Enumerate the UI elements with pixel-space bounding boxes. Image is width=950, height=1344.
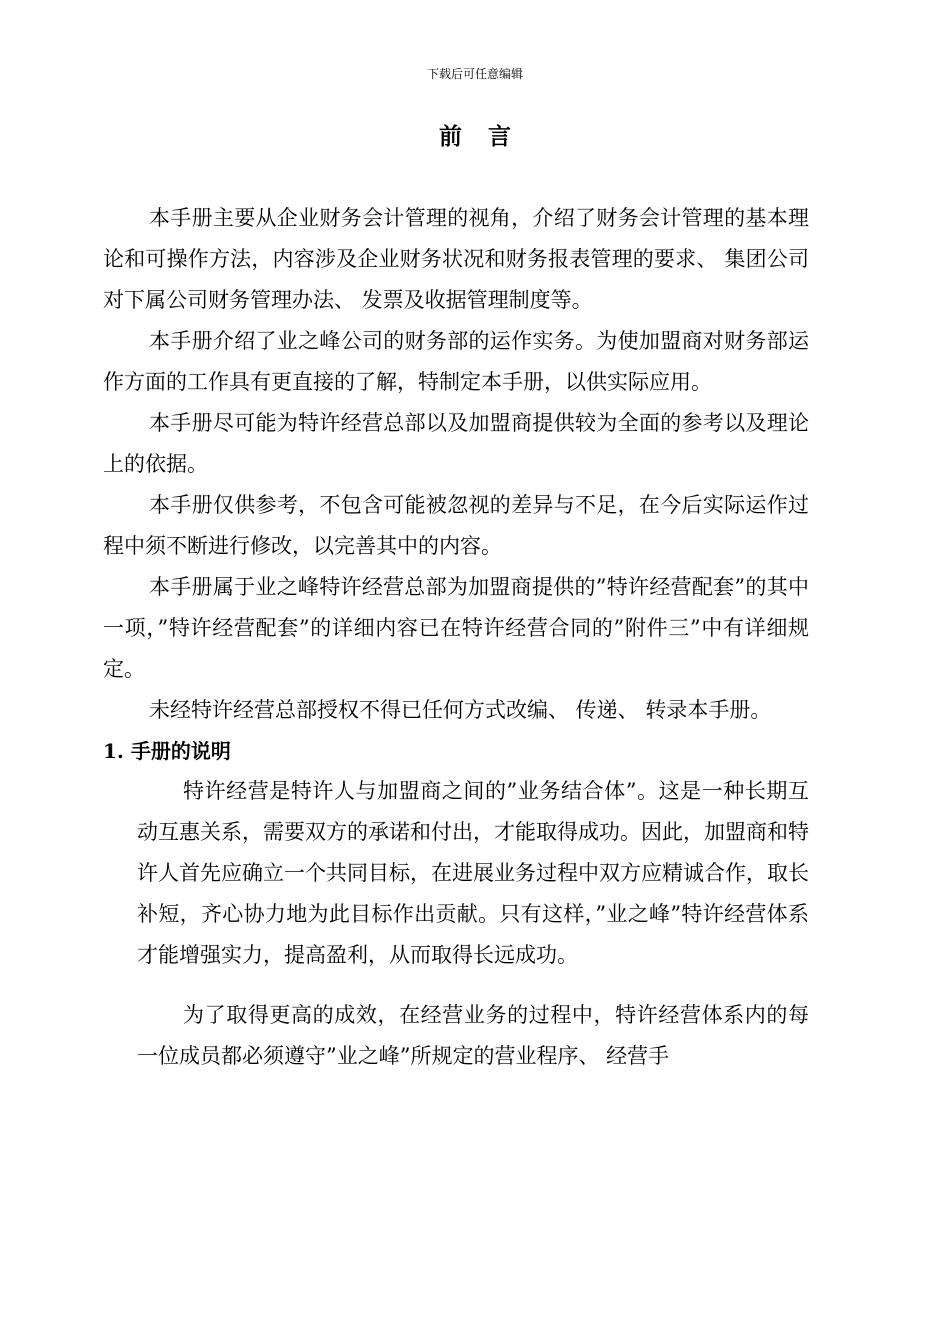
- preface-paragraph-4: 本手册仅供参考，不包含可能被忽视的差异与不足，在今后实际运作过程中须不断进行修改，以完善其中的内容。: [103, 493, 809, 558]
- preface-paragraph-2: 本手册介绍了业之峰公司的财务部的运作实务。为使加盟商对财务部运作方面的工作具有更直接的了解，特制定本手册，以供实际应用。: [103, 329, 809, 394]
- document-body: [103, 198, 809, 1077]
- header-note: 下载后可任意编辑: [426, 67, 523, 81]
- section-paragraph-1: 特许经营是特许人与加盟商之间的”业务结合体”。这是一种长期互动互惠关系，需要双方的承诺和付出，才能取得成功。因此，加盟商和特许人首先应确立一个共同目标，在进展业务过程中双方应精诚合作，取长补短，齐心协力地为此目标作出贡献。只有这样，”业之峰”特许经营体系才能增强实力，提高盈利，从而取得长远成功。: [137, 779, 809, 967]
- preface-paragraph-6: 未经特许经营总部授权不得已任何方式改编、 传递、 转录本手册。: [149, 698, 772, 722]
- section-heading: 1. 手册的说明: [103, 739, 231, 763]
- section-body: [103, 771, 809, 1077]
- preface-paragraph-5: 本手册属于业之峰特许经营总部为加盟商提供的”特许经营配套”的其中一项，”特许经营配套”的详细内容已在特许经营合同的”附件三”中有详细规定。: [103, 575, 809, 681]
- section-paragraph-2: 为了取得更高的成效，在经营业务的过程中，特许经营体系内的每一位成员都必须遵守”业之峰”所规定的营业程序、 经营手: [137, 1003, 809, 1068]
- page-title: 前言: [439, 123, 537, 150]
- preface-paragraph-1: 本手册主要从企业财务会计管理的视角，介绍了财务会计管理的基本理论和可操作方法，内容涉及企业财务状况和财务报表管理的要求、 集团公司对下属公司财务管理办法、 发票及收据管理制度等。: [103, 206, 809, 312]
- preface-paragraph-3: 本手册尽可能为特许经营总部以及加盟商提供较为全面的参考以及理论上的依据。: [103, 411, 809, 476]
